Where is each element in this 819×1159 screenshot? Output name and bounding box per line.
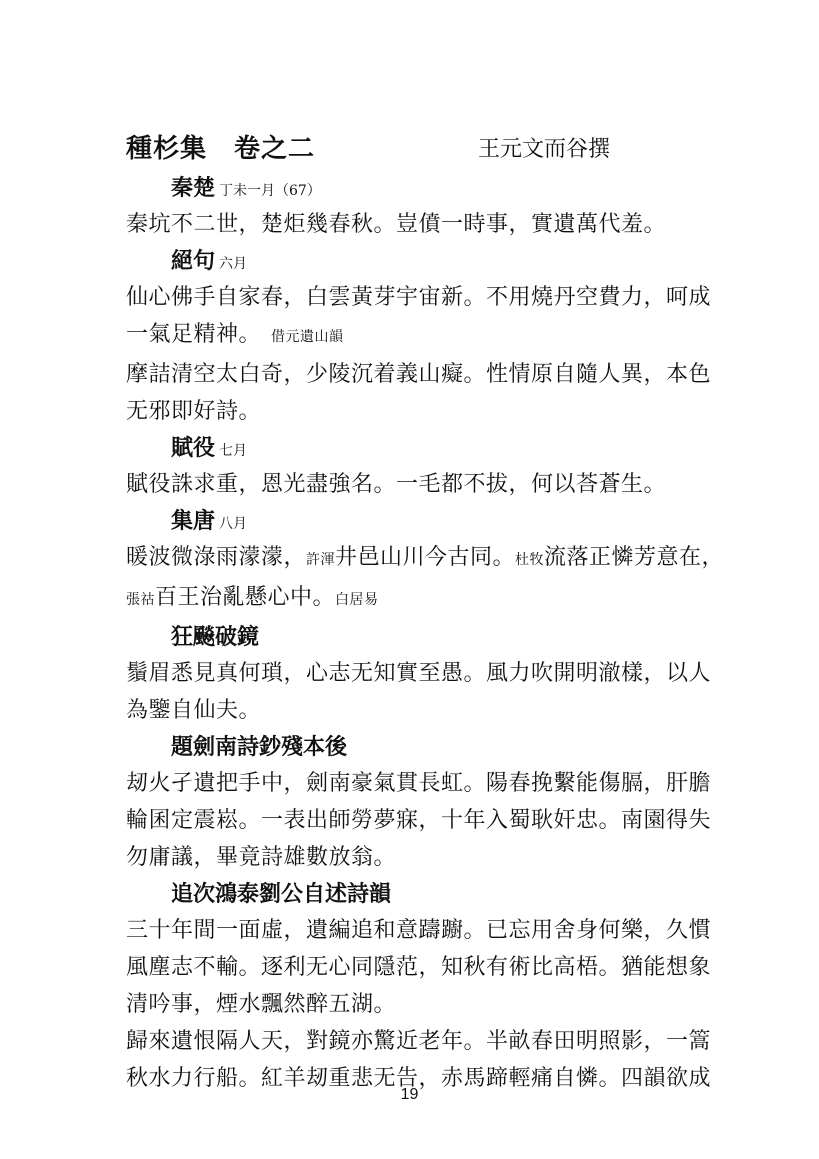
poem-line-text: 井邑山川今古同。 xyxy=(335,545,516,570)
poem-line: 三十年間一面虛，遺編追和意躊躕。已忘用舍身何樂，久慣 xyxy=(126,918,712,943)
poem-title xyxy=(171,243,726,279)
poem-date-note: 七月 xyxy=(219,443,248,459)
poem-line xyxy=(126,539,726,579)
poem-title-text: 狂飈破鏡 xyxy=(171,624,260,650)
poem-title xyxy=(171,430,726,466)
poem-line: 摩詰清空太白奇，少陵沉着義山癡。性情原自隨人異，本色 xyxy=(126,362,712,387)
poet-attribution: 白居易 xyxy=(335,592,379,608)
page-header xyxy=(126,124,726,170)
poem-line: 秦坑不二世，楚炬幾春秋。豈僨一時事，實遺萬代羞。 xyxy=(126,212,667,237)
inline-note: 借元遺山韻 xyxy=(271,329,344,345)
poem-line xyxy=(126,316,726,356)
poem-line: 清吟事，煙水飄然醉五湖。 xyxy=(126,992,397,1017)
poet-attribution: 張祜 xyxy=(126,592,155,608)
poem-title-text: 賦役 xyxy=(171,435,216,461)
poem-title xyxy=(171,729,726,765)
poem-line: 鬚眉悉見真何瑣，心志无知實至愚。風力吹開明澈樣，以人 xyxy=(126,661,712,686)
poem-line: 風塵志不輸。逐利无心同隱范，知秋有術比高梧。猶能想象 xyxy=(126,955,712,980)
poem-title-text: 追次鴻泰劉公自述詩韻 xyxy=(171,881,392,907)
poem-title-text: 集唐 xyxy=(171,508,216,534)
poem-title-text: 秦楚 xyxy=(171,175,216,201)
poem-line xyxy=(126,579,726,619)
poet-attribution: 杜牧 xyxy=(515,552,545,568)
poem-line: 秋水力行船。紅羊刼重悲无告，赤馬蹄輕痛自憐。四韻欲成 xyxy=(126,1066,712,1091)
poem-date-note: 丁未一月（67） xyxy=(219,183,321,199)
poem-line-text: 百王治亂懸心中。 xyxy=(155,585,336,610)
poem-line: 賦役誅求重，恩光盡強名。一毛都不拔，何以荅蒼生。 xyxy=(126,472,667,497)
page-number: 19 xyxy=(400,1086,419,1103)
poet-attribution: 許渾 xyxy=(306,552,336,568)
poem-title xyxy=(171,170,726,206)
poem-line-text: 流落正憐芳意在， xyxy=(544,545,725,570)
document-page xyxy=(126,124,726,1097)
poem-line: 勿庸議，畢竟詩雄數放翁。 xyxy=(126,845,397,870)
poem-title-text: 題劍南詩鈔殘本後 xyxy=(171,734,348,760)
poem-date-note: 六月 xyxy=(219,256,248,272)
poem-title xyxy=(171,876,726,912)
poem-line: 刼火孑遺把手中，劍南豪氣貫長虹。陽春挽繫能傷膈，肝膽 xyxy=(126,771,712,796)
poem-line: 仙心佛手自家春，白雲黃芽宇宙新。不用燒丹空費力，呵成 xyxy=(126,285,712,310)
poem-title-text: 絕句 xyxy=(171,248,216,274)
poem-line: 歸來遺恨隔人天，對鏡亦驚近老年。半畝春田明照影，一篙 xyxy=(126,1029,712,1054)
poem-line: 无邪即好詩。 xyxy=(126,399,262,424)
author-credit: 王元文而谷撰 xyxy=(478,137,611,162)
poem-line: 輪囷定震崧。一表出師勞夢寐，十年入蜀耿奸忠。南園得失 xyxy=(126,808,712,833)
poem-line-text: 暖波微淥雨濛濛， xyxy=(126,545,307,570)
book-title: 種杉集 卷之二 xyxy=(126,134,316,164)
poem-date-note: 八月 xyxy=(219,516,248,532)
poem-title xyxy=(171,619,726,655)
poem-line-text: 一氣足精神。 xyxy=(126,322,262,347)
poem-title xyxy=(171,503,726,539)
poem-line: 為鑒自仙夫。 xyxy=(126,698,262,723)
